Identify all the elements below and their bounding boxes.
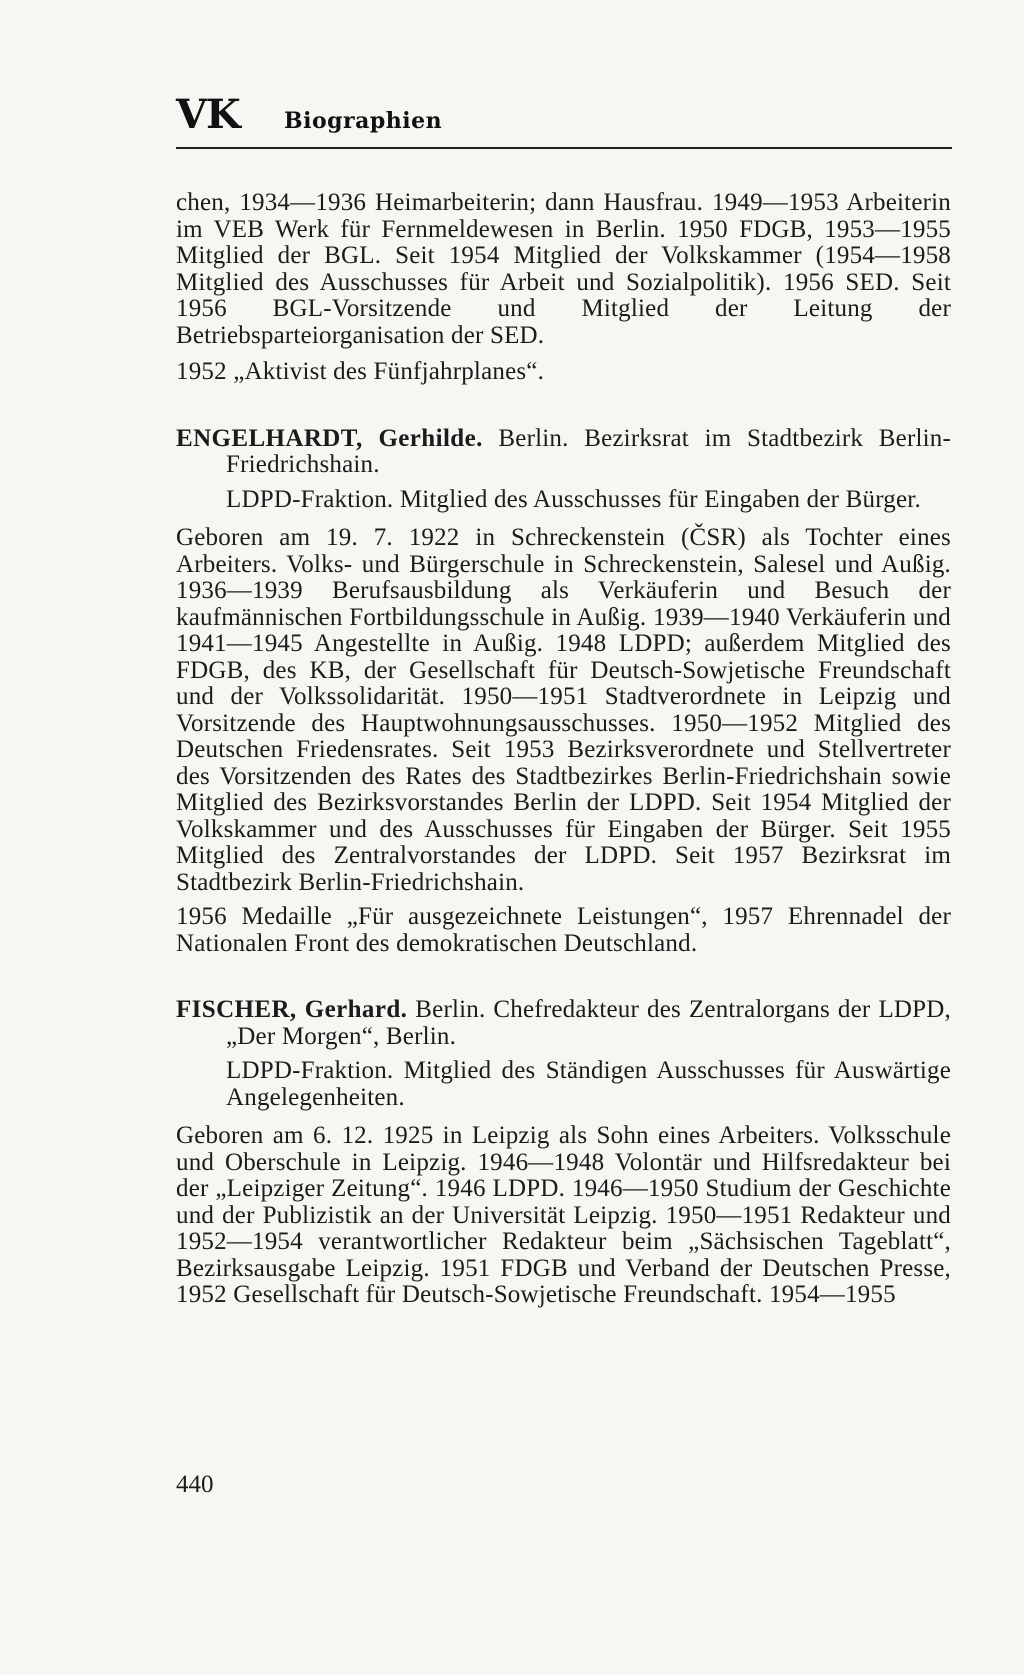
entry-headline-text: Berlin. Bezirksrat im Stadtbezirk Berlin-Friedrichshain. bbox=[226, 424, 951, 478]
header-rule bbox=[176, 147, 952, 149]
running-header bbox=[176, 91, 952, 138]
entry-fraction: LDPD-Fraktion. Mitglied des Ausschusses für Eingaben der Bürger. bbox=[226, 485, 921, 513]
entry-bio: Geboren am 19. 7. 1922 in Schreckenstein (ČSR) als Tochter eines Arbeiters. Volks- und Bürgerschule in Schreckenstein, Salesel und Außig. 1936—1939 Berufsausbildung als Verkäuferin und Besuch der kaufmännischen Fortbildungsschule in Außig. 1939—1940 Verkäuferin und 1941—1945 Angestellte in Außig. 1948 LDPD; außerdem Mitglied des FDGB, des KB, der Gesellschaft für Deutsch-Sowjetische Freundschaft und der Volkssolidarität. 1950—1951 Stadtverordnete in Leipzig und Vorsitzende des Hauptwohnungsausschusses. 1950—1952 Mitglied des Deutschen Friedensrates. Seit 1953 Bezirksverordnete und Stellvertreter des Vorsitzenden des Rates des Stadtbezirkes Berlin-Friedrichshain sowie Mitglied des Bezirksvorstandes Berlin der LDPD. Seit 1954 Mitglied der Volkskammer und des Ausschusses für Eingaben der Bürger. Seit 1955 Mitglied des Zentralvorstandes der LDPD. Seit 1957 Bezirksrat im Stadtbezirk Berlin-Friedrichshain. bbox=[176, 524, 951, 896]
entry-headline-text: Berlin. Chefredakteur des Zentralorgans der LDPD, „Der Morgen“, Berlin. bbox=[226, 996, 951, 1050]
page-content bbox=[176, 190, 951, 1317]
continuation-awards: 1952 „Aktivist des Fünfjahrplanes“. bbox=[176, 358, 545, 385]
entry-bio: Geboren am 6. 12. 1925 in Leipzig als Sohn eines Arbeiters. Volksschule und Oberschule in Leipzig. 1946—1948 Volontär und Hilfsredakteur bei der „Leipziger Zeitung“. 1946 LDPD. 1946—1950 Studium der Geschichte und der Publizistik an der Universität Leipzig. 1950—1951 Redakteur und 1952—1954 verantwortlicher Redakteur beim „Sächsischen Tageblatt“, Bezirksausgabe Leipzig. 1951 FDGB und Verband der Deutschen Presse, 1952 Gesellschaft für Deutsch-Sowjetische Freundschaft. 1954—1955 bbox=[176, 1122, 951, 1308]
continuation-text: chen, 1934—1936 Heimarbeiterin; dann Hausfrau. 1949—1953 Arbeiterin im VEB Werk für Fernmeldewesen in Berlin. 1950 FDGB, 1953—1955 Mitglied der BGL. Seit 1954 Mitglied der Volkskammer (1954—1958 Mitglied des Ausschusses für Arbeit und Sozialpolitik). 1956 SED. Seit 1956 BGL-Vorsitzende und Mitglied der Leitung der Betriebsparteiorganisation der SED. bbox=[176, 189, 951, 349]
entry-name: ENGELHARDT, Gerhilde. bbox=[176, 424, 483, 452]
header-mark: VK bbox=[176, 91, 240, 138]
page-number: 440 bbox=[176, 1471, 214, 1498]
biography-entry-engelhardt bbox=[176, 426, 951, 958]
entry-fraction: LDPD-Fraktion. Mitglied des Ständigen Ausschusses für Auswärtige Angelegenheiten. bbox=[226, 1057, 951, 1111]
biography-entry-fischer bbox=[176, 997, 951, 1309]
entry-name: FISCHER, Gerhard. bbox=[176, 996, 408, 1023]
entry-awards: 1956 Medaille „Für ausgezeichnete Leistungen“, 1957 Ehrennadel der Nationalen Front des demokratischen Deutschland. bbox=[176, 903, 951, 957]
header-title: Biographien bbox=[284, 108, 443, 134]
entry-headline bbox=[176, 426, 951, 479]
entry-headline bbox=[176, 997, 951, 1050]
